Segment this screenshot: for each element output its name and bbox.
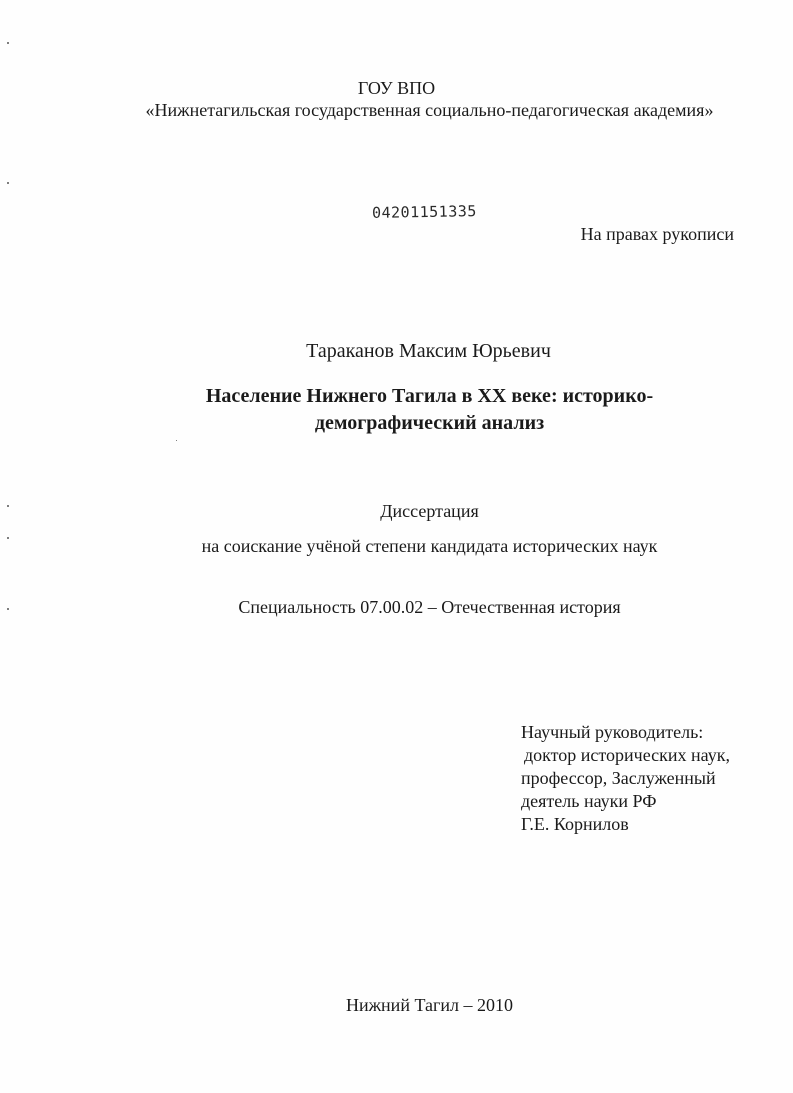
scan-artifact-dot bbox=[7, 505, 9, 507]
degree-line: на соискание учёной степени кандидата исторических наук bbox=[201, 536, 658, 556]
supervisor-block bbox=[521, 721, 730, 836]
dissertation-title-line-1: Население Нижнего Тагила в ХХ веке: историко- bbox=[205, 385, 654, 407]
scan-artifact-dot bbox=[7, 42, 9, 44]
archive-number: 04201151335 bbox=[371, 202, 477, 222]
speciality-line: Специальность 07.00.02 – Отечественная история bbox=[238, 597, 621, 617]
organization-abbreviation: ГОУ ВПО bbox=[357, 78, 436, 98]
organization-full-name: «Нижнетагильская государственная социально-педагогическая академия» bbox=[145, 100, 714, 120]
scan-artifact-dot bbox=[176, 440, 177, 441]
supervisor-honor: деятель науки РФ bbox=[521, 791, 657, 811]
city-and-year: Нижний Тагил – 2010 bbox=[345, 995, 513, 1015]
supervisor-heading: Научный руководитель: bbox=[521, 722, 704, 742]
supervisor-name: Г.Е. Корнилов bbox=[521, 814, 629, 834]
document-type: Диссертация bbox=[380, 501, 479, 521]
author-name: Тараканов Максим Юрьевич bbox=[306, 340, 551, 362]
rights-note: На правах рукописи bbox=[580, 224, 734, 244]
supervisor-degree: доктор исторических наук, bbox=[524, 745, 730, 765]
scan-artifact-dot bbox=[7, 182, 9, 184]
dissertation-title-line-2: демографический анализ bbox=[314, 412, 545, 434]
supervisor-title: профессор, Заслуженный bbox=[521, 768, 716, 788]
scan-artifact-dot bbox=[7, 537, 9, 539]
scan-artifact-dot bbox=[7, 608, 9, 610]
